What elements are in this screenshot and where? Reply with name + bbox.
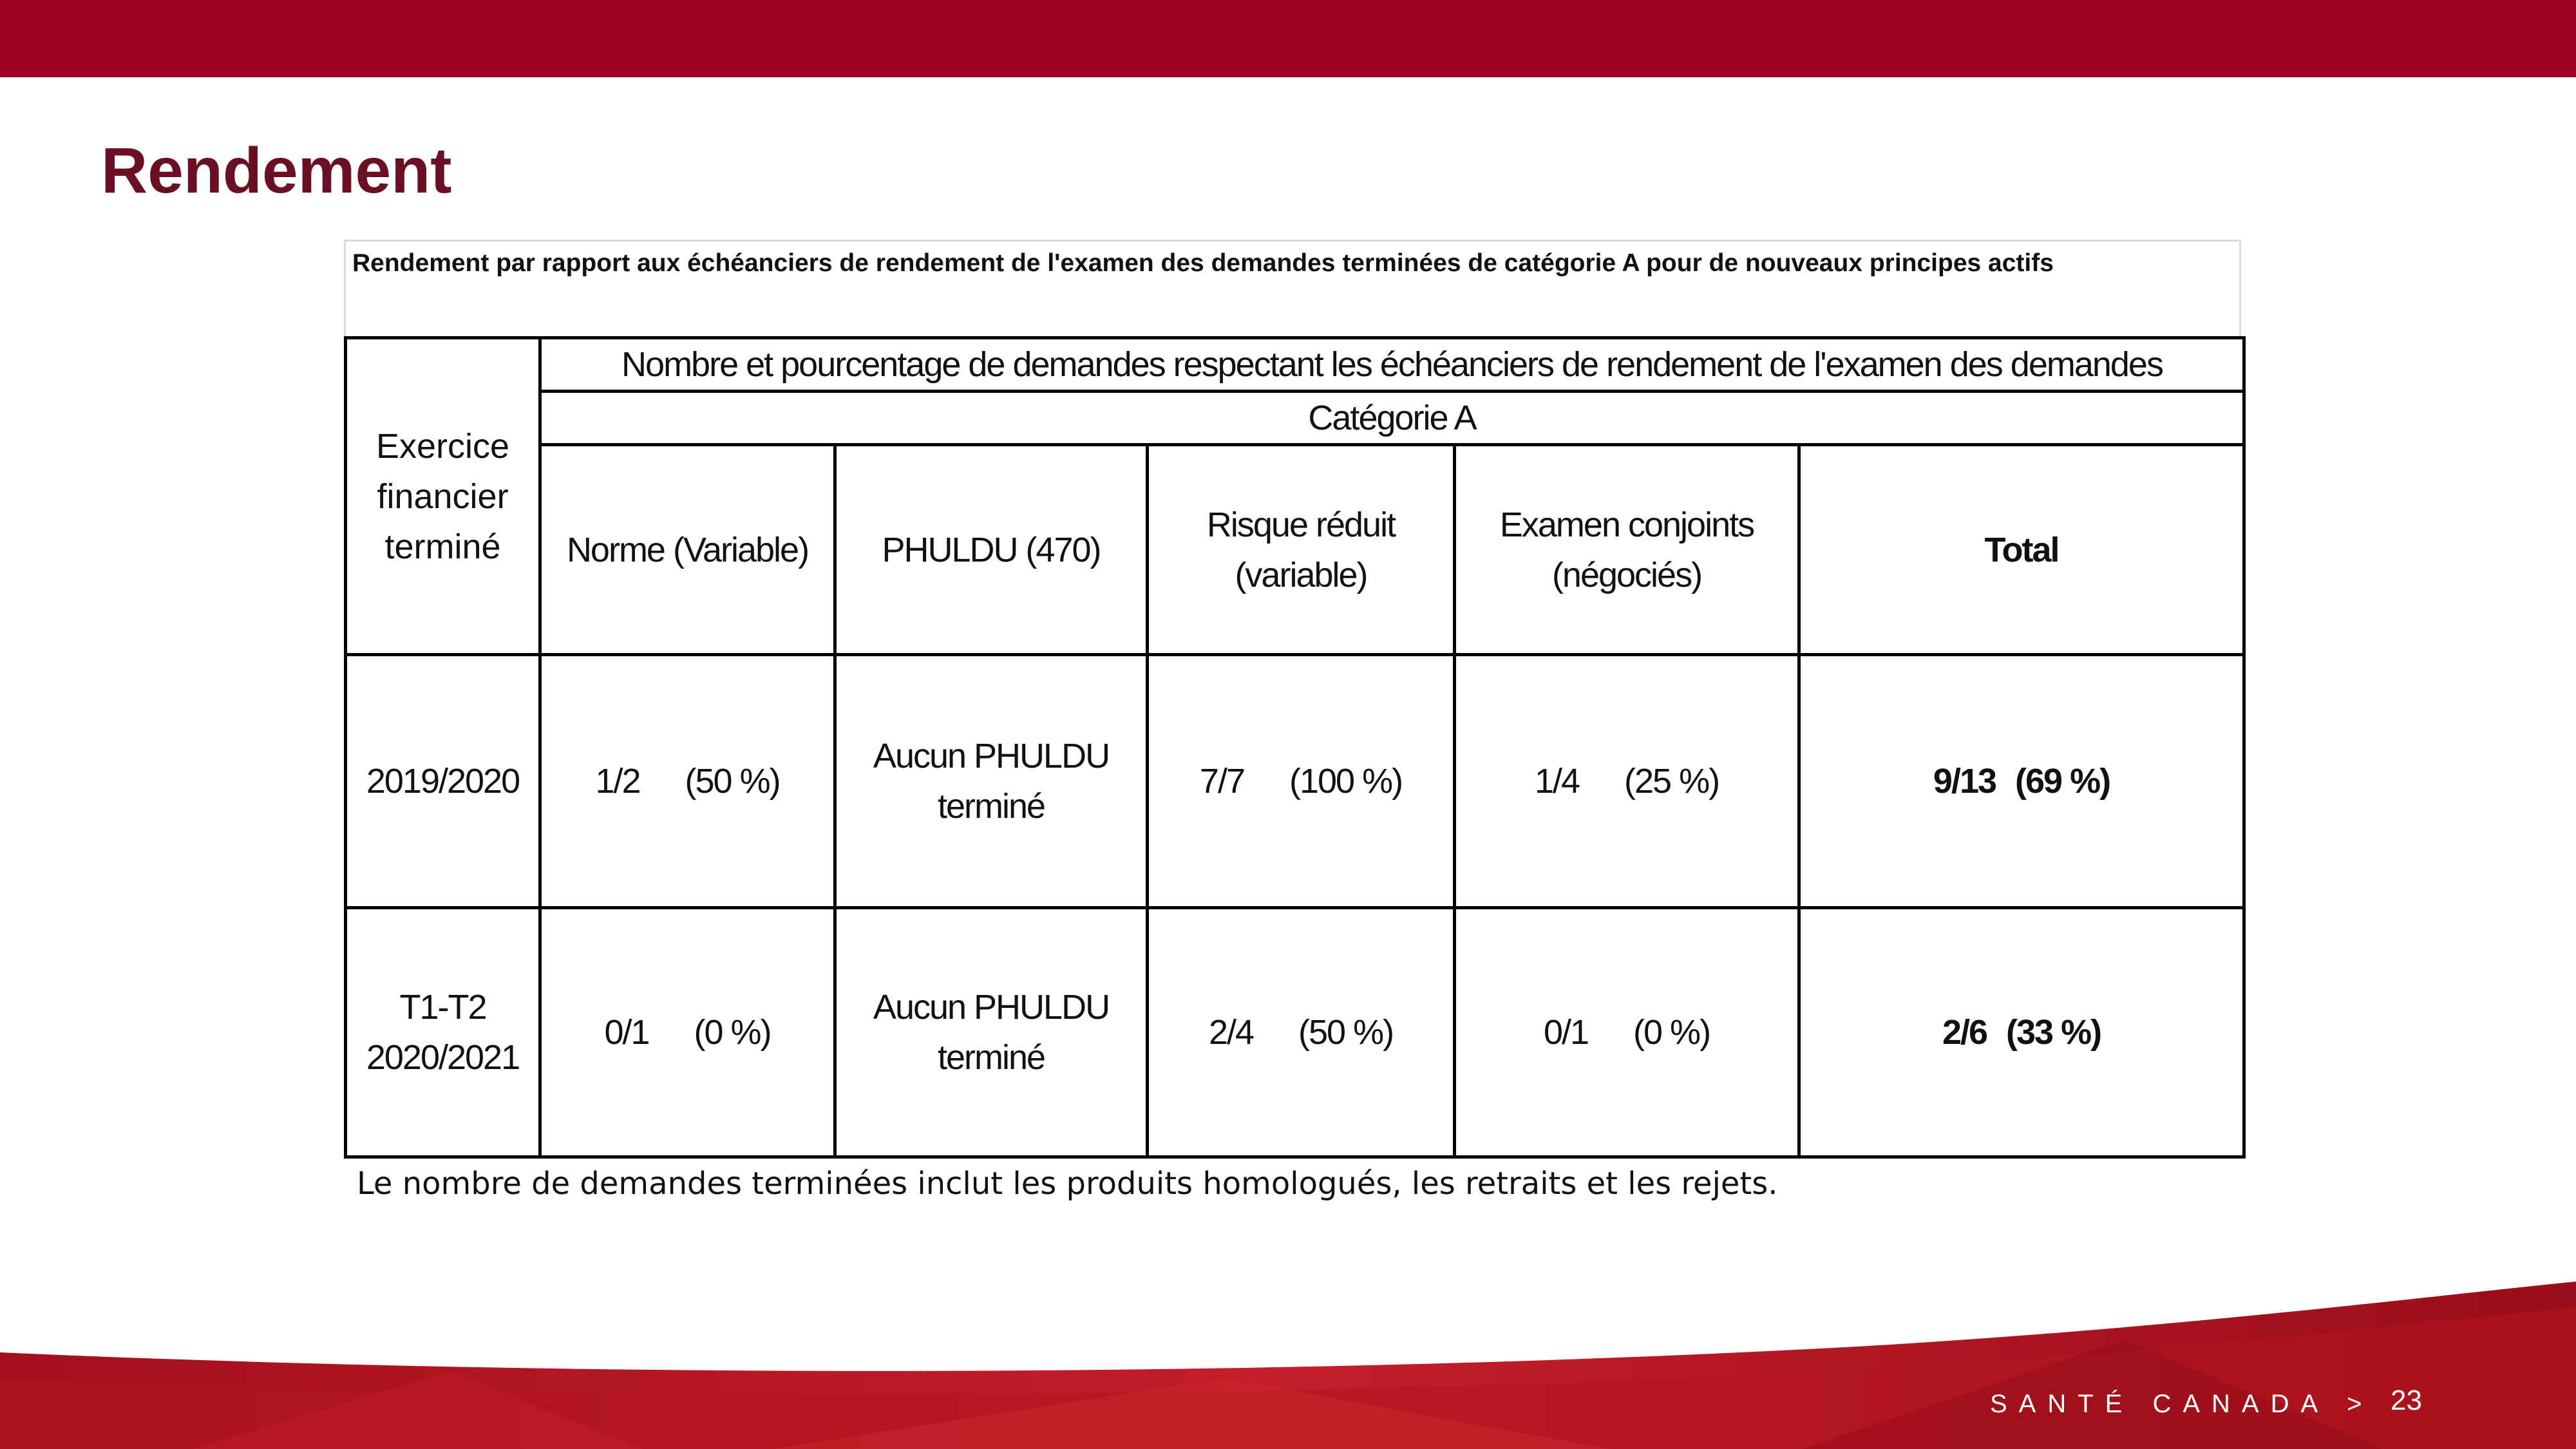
fraction-value: 2/6 (1942, 1013, 1987, 1052)
footnote: Le nombre de demandes terminées inclut les produits homologués, les retraits et les rejets. (357, 1166, 1778, 1202)
phuldu-text: Aucun PHULDU (873, 737, 1110, 775)
year-cell (346, 655, 540, 908)
risque-cell (1148, 655, 1455, 908)
percent-value: (33 %) (2006, 1013, 2101, 1052)
performance-table (344, 336, 2246, 1159)
column-header-label: Risque réduit (1206, 505, 1396, 544)
percent-value: (100 %) (1289, 762, 1403, 800)
phuldu-text: terminé (937, 787, 1045, 826)
row-header-line: Exercice (375, 426, 510, 466)
footer-brand: SANTÉ CANADA > (1990, 1390, 2374, 1418)
column-header-label: PHULDU (470) (882, 530, 1101, 569)
column-header-label: Norme (Variable) (566, 530, 809, 569)
risque-cell (1148, 908, 1455, 1157)
slide-title: Rendement (101, 135, 452, 207)
percent-value: (69 %) (2015, 762, 2110, 800)
fraction-value: 0/1 (1543, 1013, 1589, 1052)
column-header-phuldu (835, 445, 1148, 655)
percent-value: (50 %) (685, 762, 780, 800)
row-header-line: financier (377, 477, 509, 516)
column-header-sublabel: (variable) (1235, 555, 1367, 594)
year-label: T1-T2 (399, 988, 486, 1027)
phuldu-text: Aucun PHULDU (873, 988, 1110, 1027)
percent-value: (50 %) (1298, 1013, 1394, 1052)
column-header-label: Total (1984, 530, 2059, 569)
percent-value: (0 %) (694, 1013, 771, 1052)
year-label: 2019/2020 (366, 762, 520, 800)
column-header-total (1799, 445, 2244, 655)
total-cell (1799, 908, 2244, 1157)
page-number: 23 (2391, 1385, 2422, 1416)
group-header: Nombre et pourcentage de demandes respectant les échéanciers de rendement de l'examen des demandes (540, 338, 2244, 392)
phuldu-text: terminé (937, 1038, 1045, 1077)
table-caption-box (344, 240, 2241, 336)
row-header-cell (346, 338, 540, 655)
examen-cell (1455, 908, 1799, 1157)
footer-wave-graphic (0, 1282, 2576, 1449)
percent-value: (25 %) (1624, 762, 1719, 800)
fraction-value: 0/1 (604, 1013, 649, 1052)
phuldu-cell (835, 655, 1148, 908)
column-header-label: Examen conjoints (1499, 505, 1754, 544)
column-header-examen (1455, 445, 1799, 655)
year-label: 2020/2021 (366, 1038, 520, 1077)
year-cell (346, 908, 540, 1157)
category-header: Catégorie A (540, 392, 2244, 445)
row-header-line: terminé (384, 527, 501, 566)
fraction-value: 2/4 (1208, 1013, 1254, 1052)
column-header-sublabel: (négociés) (1551, 555, 1702, 594)
phuldu-cell (835, 908, 1148, 1157)
fraction-value: 1/2 (595, 762, 640, 800)
fraction-value: 9/13 (1933, 762, 1996, 800)
table-row (346, 908, 2244, 1157)
top-brand-bar (0, 0, 2576, 77)
percent-value: (0 %) (1633, 1013, 1710, 1052)
norme-cell (540, 908, 835, 1157)
table-caption: Rendement par rapport aux échéanciers de rendement de l'examen des demandes terminées de catégorie A pour de nouveaux principes actifs (352, 249, 2054, 277)
table-row (346, 655, 2244, 908)
examen-cell (1455, 655, 1799, 908)
fraction-value: 7/7 (1199, 762, 1244, 800)
fraction-value: 1/4 (1534, 762, 1580, 800)
total-cell (1799, 655, 2244, 908)
norme-cell (540, 655, 835, 908)
column-header-norme (540, 445, 835, 655)
column-header-risque (1148, 445, 1455, 655)
